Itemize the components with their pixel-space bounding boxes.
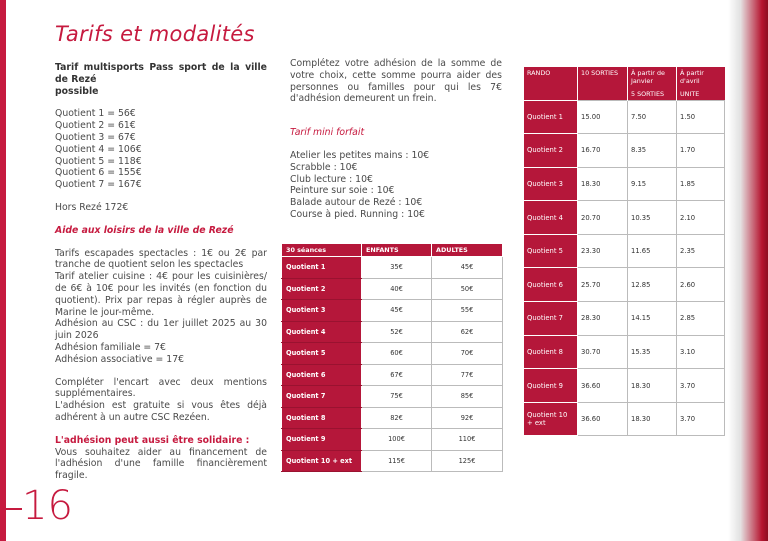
table-row <box>282 450 503 472</box>
hors-reze-price: Hors Rezé 172€ <box>55 201 129 213</box>
table-cell: 2.35 <box>677 234 725 268</box>
row-label: Quotient 10 + ext <box>282 450 362 472</box>
quotient-item: Quotient 3 = 67€ <box>55 131 136 143</box>
row-label: Quotient 3 <box>282 300 362 322</box>
table-cell: 55€ <box>432 300 503 322</box>
table-cell: 16.70 <box>578 134 628 168</box>
mini-forfait-heading: Tarif mini forfait <box>290 127 365 139</box>
table-cell: 75€ <box>362 386 432 408</box>
left-column <box>55 62 267 482</box>
quotient-item: Quotient 6 = 155€ <box>55 167 142 179</box>
column-subheader: 5 SORTIES <box>628 87 677 100</box>
table-row <box>282 257 503 279</box>
column-header: 30 séances <box>282 244 362 257</box>
table-cell: 2.60 <box>677 268 725 302</box>
mini-forfait-item: Atelier les petites mains : 10€ <box>290 149 430 161</box>
row-label: Quotient 7 <box>282 386 362 408</box>
row-label: Quotient 1 <box>282 257 362 279</box>
row-label: Quotient 8 <box>282 407 362 429</box>
encart-text-1: Compléter l'encart avec deux mentions supplémentaires. <box>55 376 267 400</box>
table-cell: 3.70 <box>677 369 725 403</box>
table-cell: 12.85 <box>628 268 677 302</box>
table-cell: 115€ <box>362 450 432 472</box>
row-label: Quotient 7 <box>524 302 578 336</box>
table-cell: 2.85 <box>677 302 725 336</box>
multisport-heading: Tarif multisports Pass sport de la ville de Rezé <box>55 62 267 85</box>
mini-forfait-item: Peinture sur soie : 10€ <box>290 185 395 197</box>
table-header-row <box>282 244 503 257</box>
table-cell: 1.85 <box>677 167 725 201</box>
quotient-item: Quotient 1 = 56€ <box>55 108 136 120</box>
aide-heading: Aide aux loisirs de la ville de Rezé <box>55 224 234 236</box>
table-cell: 8.35 <box>628 134 677 168</box>
row-label: Quotient 6 <box>282 364 362 386</box>
table-cell: 30.70 <box>578 335 628 369</box>
table-cell: 77€ <box>432 364 503 386</box>
table-cell: 62€ <box>432 321 503 343</box>
table-cell: 45€ <box>432 257 503 279</box>
encart-text-2: L'adhésion est gratuite si vous êtes déjà adhérent à un autre CSC Rezéen. <box>55 400 267 423</box>
table-row <box>282 278 503 300</box>
quotient-item: Quotient 4 = 106€ <box>55 143 142 155</box>
table-row <box>524 134 725 168</box>
column-header: RANDO <box>524 67 578 87</box>
table-cell: 23.30 <box>578 234 628 268</box>
middle-column <box>290 58 502 221</box>
table-row <box>524 201 725 235</box>
quotient-item: Quotient 5 = 118€ <box>55 155 142 167</box>
left-edge-band <box>0 0 6 541</box>
column-header: ADULTES <box>432 244 503 257</box>
table-row <box>524 369 725 403</box>
aide-text-5: Adhésion associative = 17€ <box>55 353 185 365</box>
table-cell: 3.10 <box>677 335 725 369</box>
row-label: Quotient 8 <box>524 335 578 369</box>
table-row <box>282 343 503 365</box>
table-cell: 3.70 <box>677 402 725 436</box>
table-cell: 15.00 <box>578 100 628 134</box>
table-cell: 18.30 <box>578 167 628 201</box>
table-cell: 36.60 <box>578 402 628 436</box>
table-cell: 35€ <box>362 257 432 279</box>
table-cell: 85€ <box>432 386 503 408</box>
table-cell: 50€ <box>432 278 503 300</box>
table-row <box>524 100 725 134</box>
table-cell: 10.35 <box>628 201 677 235</box>
table-row <box>524 167 725 201</box>
row-label: Quotient 10 + ext <box>524 402 578 436</box>
column-subheader <box>524 87 578 100</box>
table-cell: 82€ <box>362 407 432 429</box>
row-label: Quotient 2 <box>524 134 578 168</box>
table-subheader-row <box>524 87 725 100</box>
row-label: Quotient 4 <box>282 321 362 343</box>
table-row <box>282 300 503 322</box>
table-row <box>282 407 503 429</box>
table-cell: 45€ <box>362 300 432 322</box>
table-cell: 25.70 <box>578 268 628 302</box>
table-cell: 100€ <box>362 429 432 451</box>
column-header: ENFANTS <box>362 244 432 257</box>
page-number: 16 <box>22 483 73 529</box>
aide-text-4: Adhésion familiale = 7€ <box>55 341 166 353</box>
table-cell: 92€ <box>432 407 503 429</box>
table-cell: 18.30 <box>628 402 677 436</box>
mini-forfait-item: Scrabble : 10€ <box>290 161 358 173</box>
table-cell: 2.10 <box>677 201 725 235</box>
table-row <box>524 335 725 369</box>
aide-text-3: Adhésion au CSC : du 1er juillet 2025 au 30 juin 2026 <box>55 318 267 342</box>
table-row <box>282 386 503 408</box>
table-row <box>524 402 725 436</box>
table-cell: 7.50 <box>628 100 677 134</box>
column-header: À partir de Janvier <box>628 67 677 87</box>
table-cell: 1.50 <box>677 100 725 134</box>
table-cell: 14.15 <box>628 302 677 336</box>
column-header: À partir d'avril <box>677 67 725 87</box>
table-cell: 60€ <box>362 343 432 365</box>
seances-table <box>281 243 503 472</box>
solidaire-heading: L'adhésion peut aussi être solidaire : <box>55 434 250 446</box>
row-label: Quotient 9 <box>282 429 362 451</box>
row-label: Quotient 6 <box>524 268 578 302</box>
column-header: 10 SORTIES <box>578 67 628 87</box>
page-number-rule <box>6 508 22 510</box>
right-edge-band <box>728 0 768 541</box>
quotient-item: Quotient 2 = 61€ <box>55 120 136 132</box>
row-label: Quotient 4 <box>524 201 578 235</box>
quotient-list <box>55 108 267 191</box>
table-cell: 125€ <box>432 450 503 472</box>
table-cell: 40€ <box>362 278 432 300</box>
quotient-item: Quotient 7 = 167€ <box>55 179 142 191</box>
row-label: Quotient 5 <box>524 234 578 268</box>
column-subheader <box>578 87 628 100</box>
row-label: Quotient 2 <box>282 278 362 300</box>
table-row <box>524 302 725 336</box>
table-cell: 11.65 <box>628 234 677 268</box>
column-subheader: UNITE <box>677 87 725 100</box>
table-cell: 52€ <box>362 321 432 343</box>
table-cell: 28.30 <box>578 302 628 336</box>
row-label: Quotient 1 <box>524 100 578 134</box>
row-label: Quotient 3 <box>524 167 578 201</box>
table-row <box>282 364 503 386</box>
table-row <box>282 429 503 451</box>
solidaire-text: Vous souhaitez aider au financement de l'adhésion d'une famille financièrement fragile. <box>55 446 267 482</box>
adhesion-intro: Complétez votre adhésion de la somme de votre choix, cette somme pourra aider des personnes ou familles pour qui les 7€ d'adhésion demeurent un frein. <box>290 58 502 105</box>
table-cell: 20.70 <box>578 201 628 235</box>
table-cell: 67€ <box>362 364 432 386</box>
table-cell: 18.30 <box>628 369 677 403</box>
mini-forfait-item: Balade autour de Rezé : 10€ <box>290 197 423 209</box>
table-cell: 110€ <box>432 429 503 451</box>
table-cell: 1.70 <box>677 134 725 168</box>
mini-forfait-item: Course à pied. Running : 10€ <box>290 208 425 220</box>
multisport-heading-2: possible <box>55 85 99 97</box>
rando-table <box>523 67 725 436</box>
table-cell: 15.35 <box>628 335 677 369</box>
aide-text-2: Tarif atelier cuisine : 4€ pour les cuisinières/ de 6€ à 10€ pour les invités (en fonction du quotient). Prix par repas à régler auprès de Marine le jour-même. <box>55 271 267 318</box>
row-label: Quotient 5 <box>282 343 362 365</box>
mini-forfait-item: Club lecture : 10€ <box>290 173 373 185</box>
aide-text-1: Tarifs escapades spectacles : 1€ ou 2€ par tranche de quotient selon les spectacles <box>55 247 267 271</box>
table-row <box>282 321 503 343</box>
table-cell: 9.15 <box>628 167 677 201</box>
table-row <box>524 268 725 302</box>
page-title: Tarifs et modalités <box>55 22 255 46</box>
table-cell: 70€ <box>432 343 503 365</box>
table-cell: 36.60 <box>578 369 628 403</box>
table-header-row <box>524 67 725 87</box>
table-row <box>524 234 725 268</box>
row-label: Quotient 9 <box>524 369 578 403</box>
